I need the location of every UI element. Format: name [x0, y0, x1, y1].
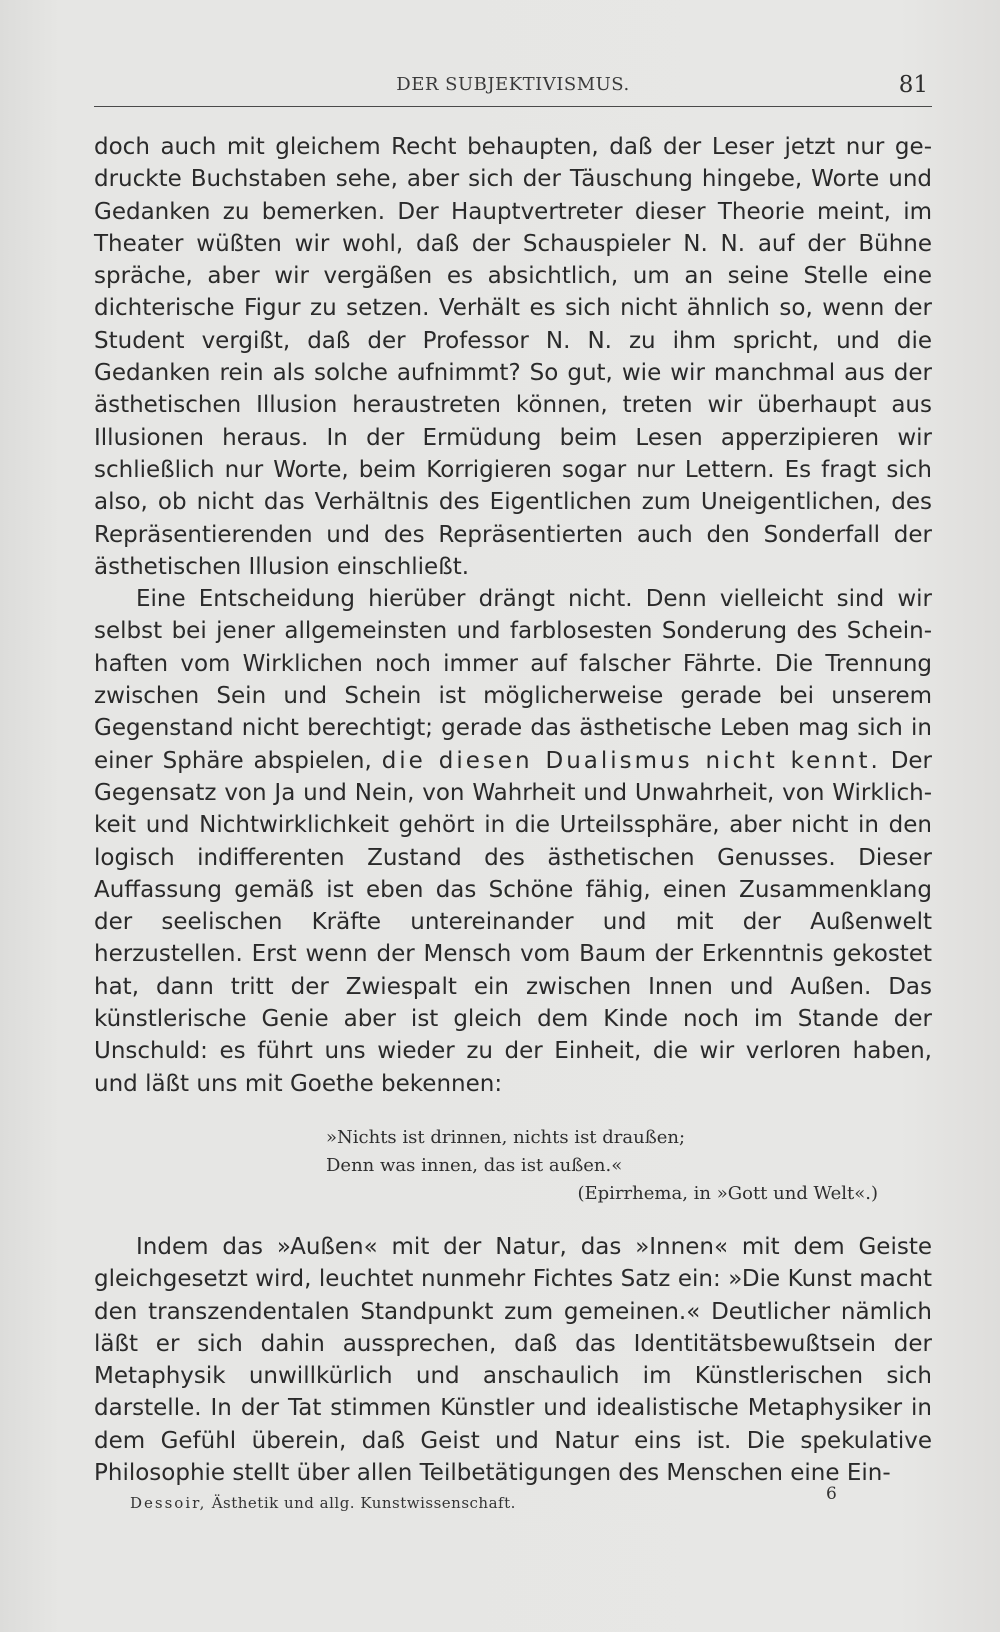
- quote-line-2: Denn was innen, das ist außen.«: [326, 1155, 623, 1176]
- main-text-top: [94, 131, 932, 1100]
- page-header: [94, 72, 932, 107]
- main-text-bottom: [94, 1231, 932, 1489]
- quote-source: (Epirrhema, in »Gott und Welt«.): [577, 1183, 878, 1204]
- page-number: 81: [898, 72, 928, 98]
- page-footer: [130, 1494, 850, 1512]
- goethe-quote: [326, 1124, 886, 1208]
- sheet-signature: 6: [826, 1484, 837, 1504]
- paragraph-1: doch auch mit gleichem Recht behaupten, daß der Leser jetzt nur gedruckte Buchstaben sehe, aber sich der Täuschung hingebe, Worte und Gedanken zu bemerken. Der Hauptvertreter dieser Theorie meint, im Theater wüßten wir wohl, daß der Schauspieler N. N. auf der Bühne spräche, aber wir vergäßen es absichtlich, um an seine Stelle eine dichterische Figur zu setzen. Verhält es sich nicht ähnlich so, wenn der Student vergißt, daß der Professor N. N. zu ihm spricht, und die Gedanken rein als solche aufnimmt? So gut, wie wir manchmal aus der ästhetischen Illusion heraustreten können, treten wir überhaupt aus Illusionen heraus. In der Ermüdung beim Lesen apperzipieren wir schließlich nur Worte, beim Korrigieren sogar nur Lettern. Es fragt sich also, ob nicht das Verhältnis des Eigentlichen zum Uneigentlichen, des Repräsentierenden und des Repräsentierten auch den Sonderfall der ästhetischen Illusion einschließt.: [94, 134, 932, 580]
- paragraph-3: Indem das »Außen« mit der Natur, das »Innen« mit dem Geiste gleichgesetzt wird, leuchtet nunmehr Fichtes Satz ein: »Die Kunst macht den transzendentalen Standpunkt zum gemeinen.« Deutlicher nämlich läßt er sich dahin aussprechen, daß das Identitätsbewußtsein der Metaphysik unwillkürlich und anschaulich im Künstlerischen sich darstelle. In der Tat stimmen Künstler und idealistische Metaphysiker in dem Gefühl überein, daß Geist und Natur eins ist. Die spekulative Philosophie stellt über allen Teilbetätigungen des Menschen eine Ein-: [94, 1234, 932, 1487]
- running-head: DER SUBJEKTIVISMUS.: [396, 74, 630, 95]
- paragraph-2: [94, 583, 932, 1100]
- paragraph-2-spaced-emphasis: die diesen Dualismus nicht kennt.: [381, 747, 881, 774]
- footer-author: Dessoir,: [130, 1494, 207, 1512]
- footer-title: Ästhetik und allg. Kunstwissenschaft.: [206, 1494, 516, 1512]
- quote-line-1: »Nichts ist drinnen, nichts ist draußen;: [326, 1127, 686, 1148]
- paragraph-2-part-2: Der Gegensatz von Ja und Nein, von Wahrheit und Unwahrheit, von Wirklichkeit und Nichtwirklichkeit gehört in die Urteilssphäre, aber nicht in den logisch indifferenten Zustand des ästhetischen Genusses. Dieser Auffassung gemäß ist eben das Schöne fähig, einen Zusammenklang der seelischen Kräfte untereinander und mit der Außenwelt herzustellen. Erst wenn der Mensch vom Baum der Erkenntnis gekostet hat, dann tritt der Zwiespalt ein zwischen Innen und Außen. Das künstlerische Genie aber ist gleich dem Kinde noch im Stande der Unschuld: es führt uns wieder zu der Einheit, die wir verloren haben, und läßt uns mit Goethe bekennen:: [94, 747, 933, 1097]
- paragraph-2-part-1: Eine Entscheidung hierüber drängt nicht. Denn vielleicht sind wir selbst bei jener allgemeinsten und farblosesten Sonderung des Scheinhaften vom Wirklichen noch immer auf falscher Fährte. Die Trennung zwischen Sein und Schein ist möglicherweise gerade bei unserem Gegenstand nicht berechtigt; gerade das ästhetische Leben mag sich in einer Sphäre abspielen,: [94, 586, 932, 774]
